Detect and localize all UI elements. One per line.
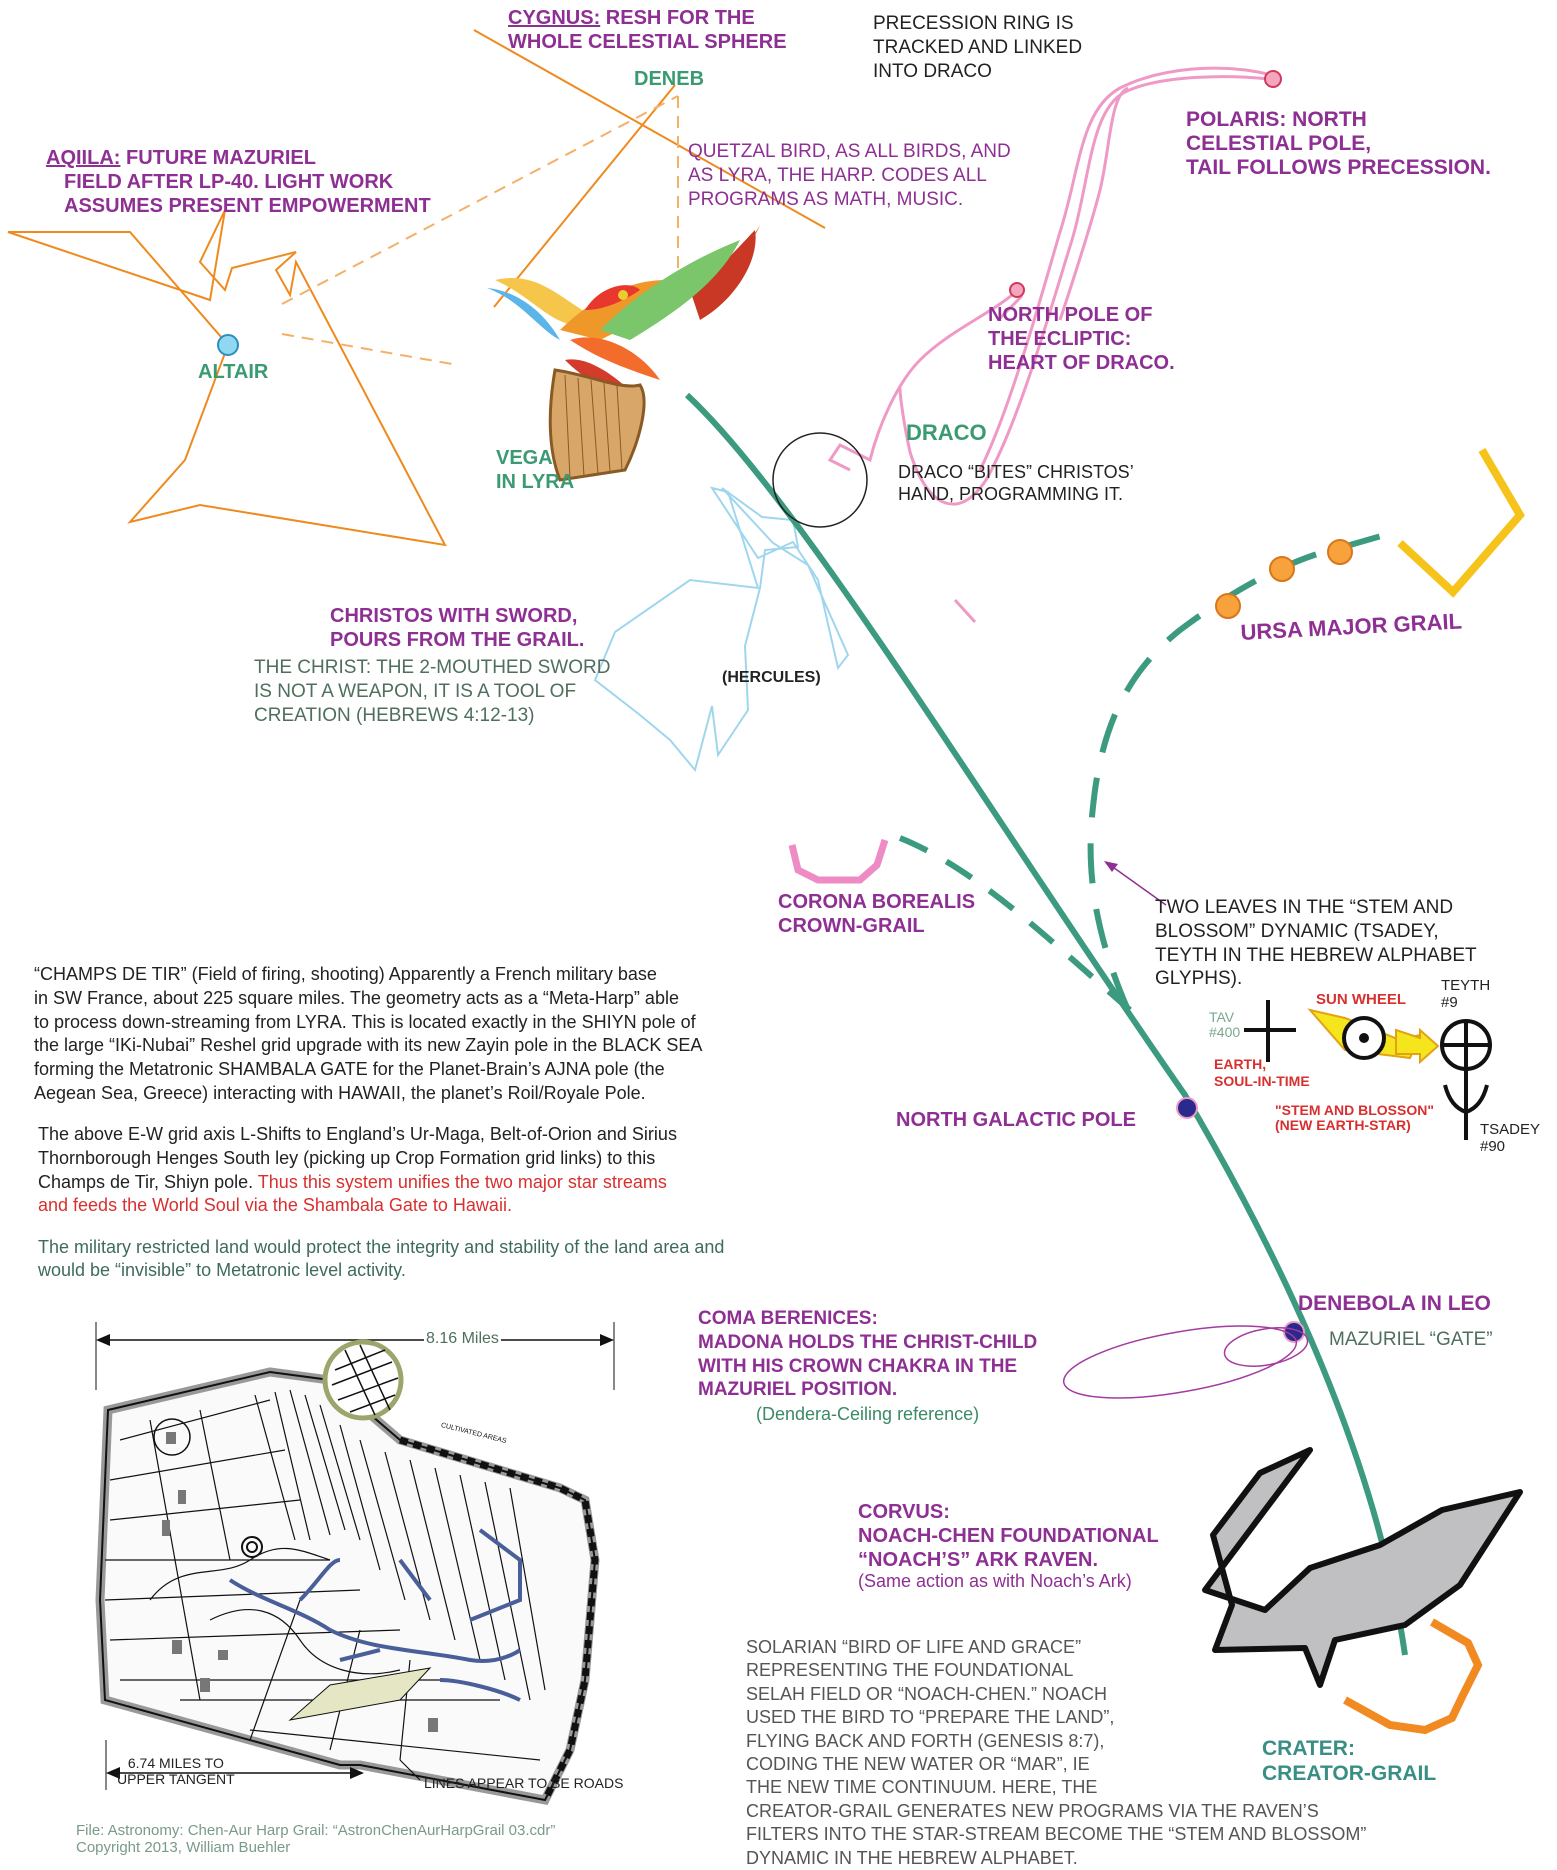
corvus-subnote: (Same action as with Noach’s Ark) [858, 1571, 1132, 1591]
map-width-label: 8.16 Miles [426, 1330, 499, 1347]
crater-label: CRATER: CREATOR-GRAIL [1262, 1737, 1437, 1786]
map-length-label: 6.74 MILES TO UPPER TANGENT [117, 1755, 235, 1788]
stem-blossom-label: "STEM AND BLOSSON" (NEW EARTH-STAR) [1275, 1102, 1434, 1134]
north-galactic-pole-star [1177, 1098, 1197, 1118]
tsadey-label: TSADEY #90 [1480, 1121, 1541, 1155]
aqiila-line2: FIELD AFTER LP-40. LIGHT WORK [64, 171, 394, 193]
cygnus-rest: RESH FOR THE [600, 7, 755, 29]
altair-label: ALTAIR [198, 361, 269, 383]
cygnus-title: CYGNUS: [508, 7, 601, 29]
cygnus-label [508, 8, 755, 28]
ecliptic-pole-label: NORTH POLE OF THE ECLIPTIC: HEART OF DRACO. [988, 304, 1175, 374]
altair-star [218, 335, 238, 355]
teyth-glyph [1442, 1021, 1490, 1069]
quetzal-note: QUETZAL BIRD, AS ALL BIRDS, AND AS LYRA, THE HARP. CODES ALL PROGRAMS AS MATH, MUSIC. [688, 141, 1011, 210]
christ-sword-note: THE CHRIST: THE 2-MOUTHED SWORD IS NOT A WEAPON, IT IS A TOOL OF CREATION (HEBREWS 4:12-13) [254, 657, 611, 726]
teyth-label: TEYTH #9 [1441, 977, 1491, 1011]
ursa-major-label: URSA MAJOR GRAIL [1239, 608, 1463, 645]
file-credit: File: Astronomy: Chen-Aur Harp Grail: “AstronChenAurHarpGrail 03.cdr” Copyright 2013, William Buehler [76, 1822, 556, 1857]
military-paragraph: The military restricted land would protect the integrity and stability of the land area and would be “invisible” to Metatronic level activity. [38, 1237, 725, 1280]
tav-label: TAV #400 [1209, 1009, 1241, 1041]
two-leaves-note: TWO LEAVES IN THE “STEM AND BLOSSOM” DYNAMIC (TSADEY, TEYTH IN THE HEBREW ALPHABET GLYPHS). [1155, 897, 1477, 990]
cygnus-line2: WHOLE CELESTIAL SPHERE [508, 31, 787, 53]
ursa-major-stars [1216, 540, 1352, 618]
hercules-constellation [595, 488, 848, 770]
ecliptic-pole-star [1010, 283, 1024, 297]
vega-label: VEGA IN LYRA [496, 447, 575, 493]
grid-axis-text: The above E-W grid axis L-Shifts to England’s Ur-Maga, Belt-of-Orion and Sirius Thornborough Henges South ley (picking up Crop Formation grid links) to this Champs de Tir, Shiyn pole. [38, 1124, 677, 1192]
tav-glyph [1244, 1000, 1296, 1062]
precession-note: PRECESSION RING IS TRACKED AND LINKED INTO DRACO [873, 13, 1083, 82]
ursa-major-yellow [1400, 450, 1520, 592]
aqiila-line3: ASSUMES PRESENT EMPOWERMENT [64, 195, 431, 217]
cultivated-areas-label: CULTIVATED AREAS [440, 1421, 508, 1446]
champs-de-tir-paragraph: “CHAMPS DE TIR” (Field of firing, shooting) Apparently a French military base in SW France, about 225 square miles. The geometry acts as a “Meta-Harp” able to process down-streaming from LYRA. This is located exactly in the SHIYN pole of the large “IKi-Nubai” Reshel grid upgrade with its new Zayin pole in the BLACK SEA forming the Metatronic SHAMBALA GATE for the Planet-Brain’s AJNA pole (the Aegean Sea, Greece) interacting with HAWAII, the planet’s Roil/Royale Pole. [34, 964, 703, 1103]
hercules-label: (HERCULES) [722, 669, 821, 686]
sun-wheel-label: SUN WHEEL [1316, 991, 1406, 1008]
dendera-note: (Dendera-Ceiling reference) [756, 1404, 980, 1424]
quetzal-bird-illustration [487, 225, 760, 400]
coma-berenices-ellipses [1059, 1312, 1311, 1412]
earth-label: EARTH, SOUL-IN-TIME [1214, 1056, 1310, 1089]
champs-de-tir-map [96, 1322, 614, 1800]
polaris-label: POLARIS: NORTH CELESTIAL POLE, TAIL FOLLOWS PRECESSION. [1186, 108, 1491, 180]
denebola-label: DENEBOLA IN LEO [1298, 1292, 1491, 1315]
sun-wheel-glyph [1344, 1018, 1384, 1058]
coma-berenices-label: COMA BERENICES: MADONA HOLDS THE CHRIST-CHILD WITH HIS CROWN CHAKRA IN THE MAZURIEL POSITION. [698, 1308, 1038, 1401]
draco-bite-circle [773, 433, 867, 527]
draco-label: DRACO [906, 420, 987, 445]
deneb-label: DENEB [634, 68, 705, 90]
grid-axis-paragraph [38, 1123, 677, 1218]
aqiila-title: AQIILA: [46, 147, 121, 169]
roads-label: LINES APPEAR TO BE ROADS [424, 1775, 624, 1791]
solarian-note: SOLARIAN “BIRD OF LIFE AND GRACE” REPRESENTING THE FOUNDATIONAL SELAH FIELD OR “NOACH-CHEN.” NOACH USED THE BIRD TO “PREPARE THE LAND”, FLYING BACK AND FORTH (GENESIS 8:7), CODING THE NEW WATER OR “MAR”, IE THE NEW TIME CONTINUUM. HERE, THE CREATOR-GRAIL GENERATES NEW PROGRAMS VIA THE RAVEN’S FILTERS INTO THE STAR-STREAM BECOME THE “STEM AND BLOSSOM” DYNAMIC IN THE HEBREW ALPHABET. [746, 1637, 1367, 1868]
hatched-zone-marker [325, 1342, 401, 1418]
grid-axis-emphasis: Thus this system unifies the two major star streams and feeds the World Soul via the Shambala Gate to Hawaii. [38, 1171, 667, 1216]
corona-borealis-label: CORONA BOREALIS CROWN-GRAIL [778, 891, 976, 937]
aqiila-rest: FUTURE MAZURIEL [120, 147, 316, 169]
aqiila-label [46, 148, 316, 168]
draco-bites-note: DRACO “BITES” CHRISTOS’ HAND, PROGRAMMING IT. [898, 462, 1134, 504]
north-galactic-pole-label: NORTH GALACTIC POLE [896, 1109, 1136, 1131]
mazuriel-gate-label: MAZURIEL “GATE” [1329, 1329, 1493, 1350]
christos-label: CHRISTOS WITH SWORD, POURS FROM THE GRAIL. [330, 605, 585, 651]
corona-borealis-arc [792, 840, 885, 880]
corvus-label: CORVUS: NOACH-CHEN FOUNDATIONAL “NOACH’S” ARK RAVEN. [858, 1501, 1159, 1571]
polaris-star [1265, 71, 1281, 87]
